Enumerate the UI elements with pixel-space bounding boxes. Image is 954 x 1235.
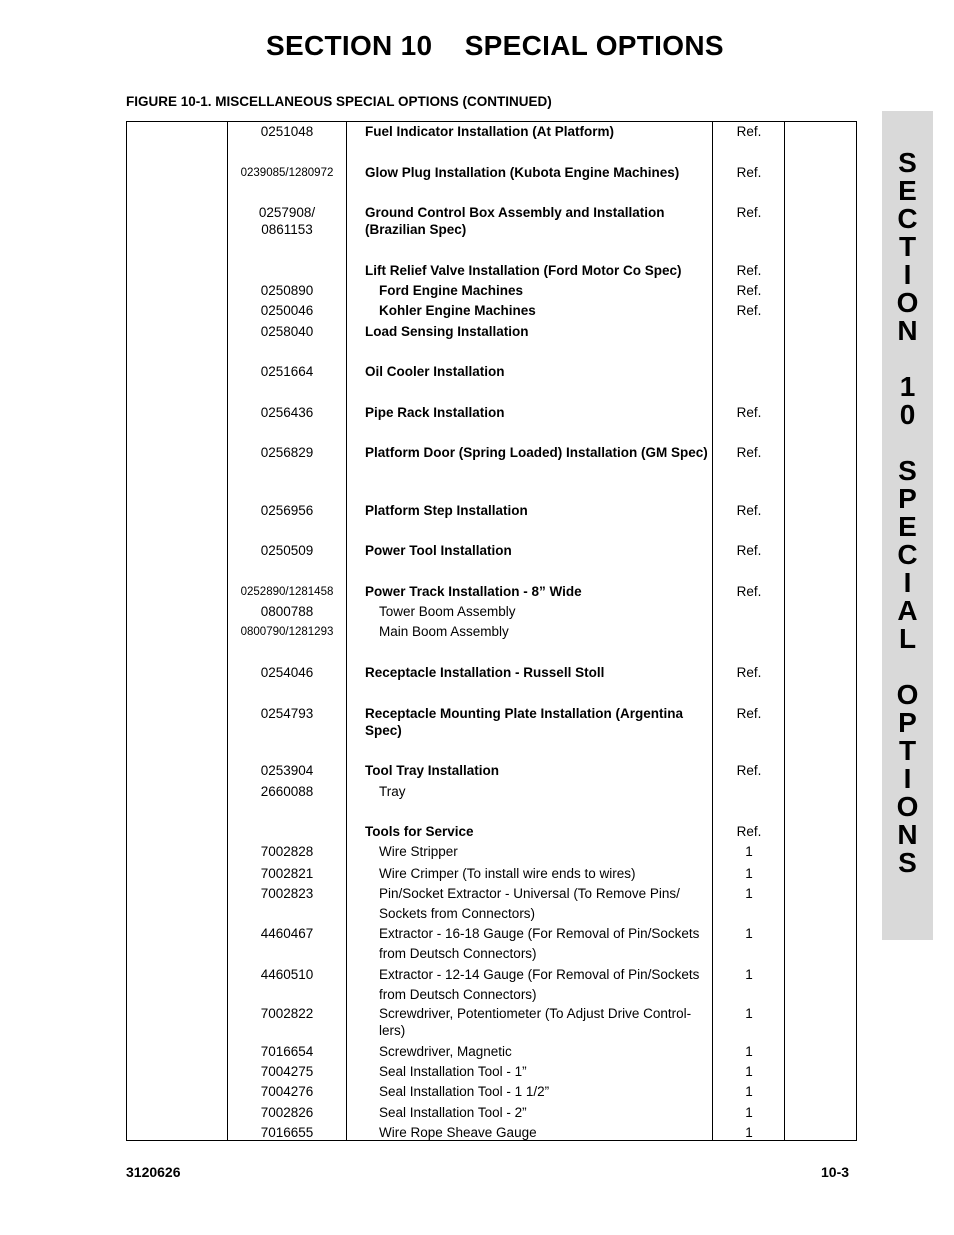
part-description: Screwdriver, Potentiometer (To Adjust Drive Control- lers) <box>379 1006 692 1038</box>
quantity: 1 <box>745 886 753 901</box>
quantity: 1 <box>745 1125 753 1140</box>
side-tab-letter: E <box>898 511 917 542</box>
quantity: 1 <box>745 967 753 982</box>
part-description: Power Tool Installation <box>365 543 512 558</box>
quantity: Ref. <box>736 445 762 460</box>
part-description: Load Sensing Installation <box>365 324 529 339</box>
document-number: 3120626 <box>126 1164 181 1180</box>
part-description: Platform Step Installation <box>365 503 528 518</box>
quantity: Ref. <box>736 405 762 420</box>
side-tab-letter <box>882 345 933 373</box>
side-tab-letter: S <box>898 147 917 178</box>
part-description: Seal Installation Tool - 1” <box>379 1064 527 1079</box>
quantity: Ref. <box>736 283 762 298</box>
quantity: 1 <box>745 1064 753 1079</box>
part-number: 4460510 <box>260 967 314 982</box>
side-tab-letter: P <box>898 483 917 514</box>
part-number: 0258040 <box>260 324 314 339</box>
quantity: Ref. <box>736 584 762 599</box>
part-description: Ground Control Box Assembly and Installation (Brazilian Spec) <box>365 205 665 237</box>
side-tab-letter: A <box>897 595 918 626</box>
part-description: Receptacle Mounting Plate Installation (Argentina Spec) <box>365 706 684 738</box>
part-description: Main Boom Assembly <box>379 624 509 639</box>
part-number: 0250509 <box>260 543 314 558</box>
side-tab-letter: I <box>903 567 912 598</box>
part-description: Fuel Indicator Installation (At Platform) <box>365 124 615 139</box>
quantity: Ref. <box>736 824 762 839</box>
figure-caption: FIGURE 10-1. MISCELLANEOUS SPECIAL OPTIONS (CONTINUED) <box>126 94 552 109</box>
quantity: Ref. <box>736 543 762 558</box>
column-divider <box>784 121 785 1141</box>
side-tab-letter: O <box>896 287 919 318</box>
part-description: Glow Plug Installation (Kubota Engine Machines) <box>365 165 680 180</box>
part-number: 7002826 <box>260 1105 314 1120</box>
part-description: Oil Cooler Installation <box>365 364 505 379</box>
quantity: 1 <box>745 844 753 859</box>
part-description: Power Track Installation - 8” Wide <box>365 584 582 599</box>
quantity: 1 <box>745 1044 753 1059</box>
part-number: 7016654 <box>260 1044 314 1059</box>
part-number: 0254793 <box>260 706 314 721</box>
side-tab-label <box>882 149 933 877</box>
part-number: 2660088 <box>260 784 314 799</box>
side-tab-letter: O <box>896 791 919 822</box>
side-tab-letter: S <box>898 455 917 486</box>
quantity: 1 <box>745 926 753 941</box>
part-description: Lift Relief Valve Installation (Ford Motor Co Spec) <box>365 263 682 278</box>
side-tab-letter: N <box>897 819 918 850</box>
part-number: 0256829 <box>260 445 314 460</box>
part-description: Pin/Socket Extractor - Universal (To Remove Pins/ Sockets from Connectors) <box>379 886 680 921</box>
part-description: Screwdriver, Magnetic <box>379 1044 512 1059</box>
part-description: Tray <box>379 784 406 799</box>
side-tab-letter: O <box>896 679 919 710</box>
column-divider <box>712 121 713 1141</box>
quantity: Ref. <box>736 763 762 778</box>
part-number: 7004276 <box>260 1084 314 1099</box>
part-description: Extractor - 16-18 Gauge (For Removal of Pin/Sockets from Deutsch Connectors) <box>379 926 700 961</box>
part-number: 7016655 <box>260 1125 314 1140</box>
part-description: Seal Installation Tool - 2” <box>379 1105 527 1120</box>
side-tab-letter: 1 <box>899 371 916 402</box>
side-tab-letter: 0 <box>899 399 916 430</box>
part-description: Seal Installation Tool - 1 1/2” <box>379 1084 550 1099</box>
part-number: 7002821 <box>260 866 314 881</box>
part-number: 0257908/ 0861153 <box>258 205 316 237</box>
quantity: Ref. <box>736 205 762 220</box>
part-number: 7004275 <box>260 1064 314 1079</box>
part-number: 0239085/1280972 <box>240 167 334 179</box>
side-tab-letter: C <box>897 539 918 570</box>
quantity: 1 <box>745 1105 753 1120</box>
part-number: 0256436 <box>260 405 314 420</box>
side-tab-letter: I <box>903 259 912 290</box>
part-description: Tower Boom Assembly <box>379 604 516 619</box>
part-number: 7002822 <box>260 1006 314 1021</box>
part-description: Ford Engine Machines <box>379 283 524 298</box>
part-description: Wire Rope Sheave Gauge <box>379 1125 537 1140</box>
page-title: SECTION 10 SPECIAL OPTIONS <box>266 30 724 61</box>
part-description: Platform Door (Spring Loaded) Installation (GM Spec) <box>365 445 708 460</box>
quantity: Ref. <box>736 263 762 278</box>
quantity: Ref. <box>736 124 762 139</box>
quantity: Ref. <box>736 665 762 680</box>
side-tab-letter: L <box>898 623 917 654</box>
side-tab-letter: N <box>897 315 918 346</box>
quantity: Ref. <box>736 706 762 721</box>
quantity: 1 <box>745 1084 753 1099</box>
side-tab-letter: T <box>898 735 917 766</box>
part-number: 0251048 <box>260 124 314 139</box>
part-number: 4460467 <box>260 926 314 941</box>
quantity: Ref. <box>736 303 762 318</box>
part-number: 0250890 <box>260 283 314 298</box>
part-description: Tools for Service <box>365 824 474 839</box>
part-description: Wire Stripper <box>379 844 458 859</box>
side-tab-letter <box>882 429 933 457</box>
part-description: Wire Crimper (To install wire ends to wires) <box>379 866 636 881</box>
part-number: 0253904 <box>260 763 314 778</box>
part-description: Tool Tray Installation <box>365 763 500 778</box>
part-number: 0800788 <box>260 604 314 619</box>
side-tab-letter: P <box>898 707 917 738</box>
part-description: Pipe Rack Installation <box>365 405 505 420</box>
page-number: 10-3 <box>821 1164 850 1180</box>
side-tab-letter: I <box>903 763 912 794</box>
side-tab-letter: C <box>897 203 918 234</box>
part-number: 0800790/1281293 <box>240 626 334 638</box>
part-number: 7002828 <box>260 844 314 859</box>
part-number: 0256956 <box>260 503 314 518</box>
side-tab-letter <box>882 653 933 681</box>
part-number: 0252890/1281458 <box>240 586 334 598</box>
side-tab-letter: T <box>898 231 917 262</box>
side-tab-letter: E <box>898 175 917 206</box>
part-number: 0251664 <box>260 364 314 379</box>
column-divider <box>346 121 347 1141</box>
section-side-tab <box>882 111 933 940</box>
quantity: 1 <box>745 1006 753 1021</box>
part-description: Extractor - 12-14 Gauge (For Removal of Pin/Sockets from Deutsch Connectors) <box>379 967 700 1002</box>
quantity: 1 <box>745 866 753 881</box>
part-description: Kohler Engine Machines <box>379 303 536 318</box>
part-number: 0250046 <box>260 303 314 318</box>
part-number: 0254046 <box>260 665 314 680</box>
part-number: 7002823 <box>260 886 314 901</box>
side-tab-letter: S <box>898 847 917 878</box>
part-description: Receptacle Installation - Russell Stoll <box>365 665 605 680</box>
quantity: Ref. <box>736 165 762 180</box>
quantity: Ref. <box>736 503 762 518</box>
